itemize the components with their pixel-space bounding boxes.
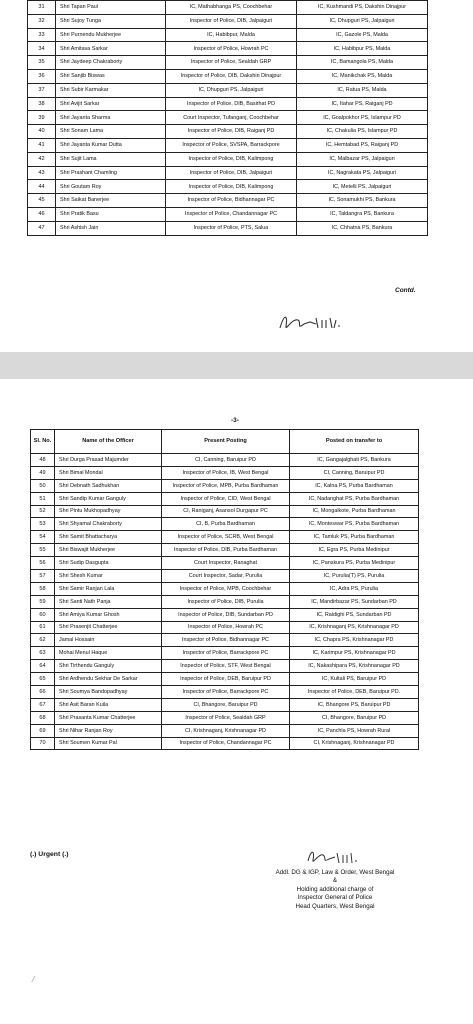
present-posting: Inspector of Police, MPB, Coochbehar xyxy=(162,582,290,595)
transfer-posting: IC, Panskura PS, Purba Medinipur xyxy=(290,557,419,570)
present-posting: Court Inspector, Ranaghat xyxy=(162,557,290,570)
present-posting: Inspector of Police, DIB, Jalpaiguri xyxy=(166,166,297,180)
document-page-2 xyxy=(0,0,473,352)
transfer-posting: IC, Nagrakata PS, Jalpaiguri xyxy=(297,166,428,180)
officer-name: Shri Durga Prasad Majumder xyxy=(55,454,162,467)
serial-number: 70 xyxy=(31,737,55,750)
header-present-posting: Present Posting xyxy=(162,430,290,454)
present-posting: Inspector of Police, DEB, Baruipur PD xyxy=(162,673,290,686)
transfer-table-body xyxy=(28,1,428,236)
serial-number: 37 xyxy=(28,83,56,97)
page-number: -3- xyxy=(231,417,239,424)
serial-number: 33 xyxy=(28,28,56,42)
table-row xyxy=(28,56,428,70)
present-posting: IC, Mathabhanga PS, Coochbehar xyxy=(166,1,297,15)
table-row xyxy=(31,505,419,518)
present-posting: Inspector of Police, STF, West Bengal xyxy=(162,660,290,673)
present-posting: Inspector of Police, DIB, Jalpaiguri xyxy=(166,14,297,28)
present-posting: Inspector of Police, Sealdah GRP xyxy=(162,711,290,724)
officer-name: Shri Bimal Mondal xyxy=(55,466,162,479)
officer-name: Shri Prashant Chamling xyxy=(56,166,166,180)
table-row xyxy=(31,454,419,467)
present-posting: Inspector of Police, Chandannagar PC xyxy=(162,737,290,750)
present-posting: CI, Raniganj, Asansol Durgapur PC xyxy=(162,505,290,518)
transfer-table-continued xyxy=(27,0,428,236)
officer-name: Shri Tapan Paul xyxy=(56,1,166,15)
table-row xyxy=(31,557,419,570)
present-posting: Inspector of Police, DIB, Kalimpong xyxy=(166,180,297,194)
table-row xyxy=(28,138,428,152)
serial-number: 40 xyxy=(28,125,56,139)
present-posting: Court Inspector, Sadar, Purulia xyxy=(162,570,290,583)
transfer-posting: IC, Goalpokhor PS, Islampur PD xyxy=(297,111,428,125)
officer-name: Shri Debnath Sadhukhan xyxy=(55,479,162,492)
transfer-posting: IC, Chapra PS, Krishnanagar PD xyxy=(290,634,419,647)
table-row xyxy=(28,166,428,180)
transfer-posting: IC, Mandirbazar PS, Sundarban PD xyxy=(290,595,419,608)
officer-name: Shri Tirthendu Ganguly xyxy=(55,660,162,673)
present-posting: Inspector of Police, Sealdah GRP xyxy=(166,56,297,70)
corner-mark: ⁄ xyxy=(33,975,35,984)
serial-number: 52 xyxy=(31,505,55,518)
serial-number: 65 xyxy=(31,673,55,686)
officer-name: Shri Ashish Jain xyxy=(56,221,166,235)
present-posting: Inspector of Police, DIB, Kalimpong xyxy=(166,152,297,166)
document-page-3 xyxy=(0,379,473,1024)
transfer-posting: IC, Itahar PS, Raiganj PD xyxy=(297,97,428,111)
present-posting: Inspector of Police, DIB, Purba Bardhaman xyxy=(162,544,290,557)
officer-name: Shri Samir Ranjan Lala xyxy=(55,582,162,595)
transfer-posting: IC, Adra PS, Purulia xyxy=(290,582,419,595)
officer-name: Shri Soumen Kumar Pal xyxy=(55,737,162,750)
officer-name: Shri Subir Karmakar xyxy=(56,83,166,97)
transfer-posting: IC, Karimpur PS, Krishnanagar PD xyxy=(290,647,419,660)
serial-number: 66 xyxy=(31,686,55,699)
transfer-posting: IC, Mongalkote, Purba Bardhaman xyxy=(290,505,419,518)
present-posting: Inspector of Police, Howrah PC xyxy=(162,621,290,634)
officer-name: Shri Jayanta Kumar Dutta xyxy=(56,138,166,152)
transfer-posting: IC, Metelli PS, Jalpaiguri xyxy=(297,180,428,194)
handwritten-signature xyxy=(305,847,365,867)
officer-name: Shri Saikat Banerjee xyxy=(56,194,166,208)
serial-number: 51 xyxy=(31,492,55,505)
transfer-posting: IC, Bhangore PS, Baruipur PD xyxy=(290,698,419,711)
serial-number: 59 xyxy=(31,595,55,608)
table-row xyxy=(31,595,419,608)
table-header-row xyxy=(31,430,419,454)
table-row xyxy=(31,479,419,492)
serial-number: 58 xyxy=(31,582,55,595)
present-posting: CI, Bhangore, Baruipur PD xyxy=(162,698,290,711)
transfer-posting: IC, Monteswar PS, Purba Bardhaman xyxy=(290,518,419,531)
table-row xyxy=(31,737,419,750)
present-posting: CI, Krishnaganj, Krishnanagar PD xyxy=(162,724,290,737)
present-posting: Inspector of Police, Bidhannagar PC xyxy=(166,194,297,208)
transfer-posting: IC, Kalna PS, Purba Bardhaman xyxy=(290,479,419,492)
table-row xyxy=(31,492,419,505)
present-posting: Inspector of Police, DIB, Sundarban PD xyxy=(162,608,290,621)
transfer-table-body xyxy=(31,454,419,750)
table-row xyxy=(31,686,419,699)
serial-number: 55 xyxy=(31,544,55,557)
table-row xyxy=(28,111,428,125)
transfer-posting: IC, Sonamukhi PS, Bankura xyxy=(297,194,428,208)
serial-number: 36 xyxy=(28,69,56,83)
header-officer-name: Name of the Officer xyxy=(55,430,162,454)
serial-number: 67 xyxy=(31,698,55,711)
present-posting: Inspector of Police, Howrah PC xyxy=(166,42,297,56)
officer-name: Shri Sonam Lama xyxy=(56,125,166,139)
present-posting: Court Inspector, Tufanganj, Coochbehar xyxy=(166,111,297,125)
present-posting: Inspector of Police, DIB, Purulia xyxy=(162,595,290,608)
present-posting: Inspector of Police, DIB, Basirhat PD xyxy=(166,97,297,111)
present-posting: Inspector of Police, IB, West Bengal xyxy=(162,466,290,479)
present-posting: Inspector of Police, PTS, Salua xyxy=(166,221,297,235)
urgent-note: (.) Urgent (.) xyxy=(30,851,69,858)
table-row xyxy=(28,221,428,235)
table-row xyxy=(28,152,428,166)
signatory-line: Addl. DG & IGP, Law & Order, West Bengal xyxy=(275,869,395,876)
table-row xyxy=(31,621,419,634)
officer-name: Shri Amiya Kumar Ghosh xyxy=(55,608,162,621)
serial-number: 42 xyxy=(28,152,56,166)
officer-name: Shri Shyamal Chakraborty xyxy=(55,518,162,531)
table-row xyxy=(28,42,428,56)
serial-number: 64 xyxy=(31,660,55,673)
officer-name: Shri Jayanta Sharma xyxy=(56,111,166,125)
serial-number: 45 xyxy=(28,194,56,208)
table-row xyxy=(31,531,419,544)
transfer-posting: IC, Panchla PS, Howrah Rural xyxy=(290,724,419,737)
table-row xyxy=(31,608,419,621)
serial-number: 69 xyxy=(31,724,55,737)
officer-name: Shri Sanjib Biswas xyxy=(56,69,166,83)
table-row xyxy=(31,647,419,660)
signatory-line: Head Quarters, West Bengal xyxy=(295,902,375,910)
officer-name: Shri Sudip Dasgupta xyxy=(55,557,162,570)
table-row xyxy=(31,570,419,583)
transfer-posting: IC, Gazole PS, Malda xyxy=(297,28,428,42)
table-row xyxy=(28,207,428,221)
transfer-posting: IC, Manikchak PS, Malda xyxy=(297,69,428,83)
officer-name: Shri Shesh Kumar xyxy=(55,570,162,583)
transfer-posting: IC, Gangajalghati PS, Bankura xyxy=(290,454,419,467)
header-sl-no: Sl. No. xyxy=(31,430,55,454)
officer-name: Jamal Hossain xyxy=(55,634,162,647)
transfer-posting: IC, Raidighi PS, Sundarban PD xyxy=(290,608,419,621)
officer-name: Mohai Menul Haque xyxy=(55,647,162,660)
transfer-posting: IC, Chhatna PS, Bankura xyxy=(297,221,428,235)
present-posting: Inspector of Police, Barrackpore PC xyxy=(162,686,290,699)
present-posting: Inspector of Police, SCRB, West Bengal xyxy=(162,531,290,544)
handwritten-signature xyxy=(276,310,356,336)
present-posting: Inspector of Police, DIB, Raiganj PD xyxy=(166,125,297,139)
transfer-posting: IC, Kultali PS, Baruipur PD xyxy=(290,673,419,686)
transfer-posting: IC, Chakulia PS, Islampur PD xyxy=(297,125,428,139)
officer-name: Shri Prasanta Kumar Chatterjee xyxy=(55,711,162,724)
header-posted-on-transfer: Posted on transfer to xyxy=(290,430,419,454)
serial-number: 35 xyxy=(28,56,56,70)
table-row xyxy=(31,544,419,557)
transfer-table xyxy=(30,429,419,750)
serial-number: 50 xyxy=(31,479,55,492)
transfer-posting: IC, Bamangola PS, Malda xyxy=(297,56,428,70)
present-posting: CI, Canning, Baruipur PD xyxy=(162,454,290,467)
table-row xyxy=(28,180,428,194)
transfer-posting: IC, Malbazar PS, Jalpaiguri xyxy=(297,152,428,166)
signatory-line: Holding additional charge of xyxy=(296,885,374,893)
officer-name: Shri Avijit Sarkar xyxy=(56,97,166,111)
table-row xyxy=(28,97,428,111)
serial-number: 57 xyxy=(31,570,55,583)
serial-number: 48 xyxy=(31,454,55,467)
officer-name: Shri Amitava Sarkar xyxy=(56,42,166,56)
officer-name: Shri Prasenjit Chatterjee xyxy=(55,621,162,634)
table-row xyxy=(31,660,419,673)
present-posting: IC, Habibpur, Malda xyxy=(166,28,297,42)
officer-name: Shri Soumya Bandopadhyay xyxy=(55,686,162,699)
serial-number: 68 xyxy=(31,711,55,724)
table-row xyxy=(31,698,419,711)
present-posting: IC, Dhupguri PS, Jalpaiguri xyxy=(166,83,297,97)
serial-number: 63 xyxy=(31,647,55,660)
serial-number: 53 xyxy=(31,518,55,531)
officer-name: Shri Samit Bhattacharya xyxy=(55,531,162,544)
officer-name: Shri Goutam Roy xyxy=(56,180,166,194)
transfer-posting: CI, Bhangore, Baruipur PD xyxy=(290,711,419,724)
serial-number: 56 xyxy=(31,557,55,570)
serial-number: 54 xyxy=(31,531,55,544)
transfer-posting: IC, Kushmandi PS, Dakshin Dinajpur xyxy=(297,1,428,15)
serial-number: 62 xyxy=(31,634,55,647)
officer-name: Shri Asit Baran Kuila xyxy=(55,698,162,711)
present-posting: Inspector of Police, SVSPA, Barrackpore xyxy=(166,138,297,152)
serial-number: 39 xyxy=(28,111,56,125)
transfer-posting: Inspector of Police, DEB, Baruipur PD. xyxy=(290,686,419,699)
table-row xyxy=(31,724,419,737)
table-row xyxy=(31,711,419,724)
table-row xyxy=(28,14,428,28)
transfer-posting: IC, Egra PS, Purba Medinipur xyxy=(290,544,419,557)
table-row xyxy=(28,1,428,15)
serial-number: 34 xyxy=(28,42,56,56)
officer-name: Shri Sujit Lama xyxy=(56,152,166,166)
present-posting: Inspector of Police, CID, West Bengal xyxy=(162,492,290,505)
transfer-posting: IC, Ratua PS, Malda xyxy=(297,83,428,97)
signatory-line: & xyxy=(332,877,338,885)
transfer-posting: IC, Taldangra PS, Bankura xyxy=(297,207,428,221)
officer-name: Shri Ardhendu Sekhar De Sarkar xyxy=(55,673,162,686)
serial-number: 60 xyxy=(31,608,55,621)
serial-number: 47 xyxy=(28,221,56,235)
transfer-posting: CI, Canning, Baruipur PD xyxy=(290,466,419,479)
officer-name: Shri Sandip Kumar Ganguly xyxy=(55,492,162,505)
serial-number: 43 xyxy=(28,166,56,180)
table-row xyxy=(31,634,419,647)
table-row xyxy=(31,673,419,686)
officer-name: Shri Pintu Mukhopadhyay xyxy=(55,505,162,518)
officer-name: Shri Sujoy Tunga xyxy=(56,14,166,28)
serial-number: 61 xyxy=(31,621,55,634)
transfer-posting: IC, Habibpur PS, Malda xyxy=(297,42,428,56)
serial-number: 32 xyxy=(28,14,56,28)
present-posting: Inspector of Police, MPB, Purba Bardhaman xyxy=(162,479,290,492)
serial-number: 46 xyxy=(28,207,56,221)
present-posting: CI, B, Purba Bardhaman xyxy=(162,518,290,531)
officer-name: Shri Purnendu Mukherjee xyxy=(56,28,166,42)
signatory-line: Inspector General of Police xyxy=(297,894,373,902)
serial-number: 44 xyxy=(28,180,56,194)
table-row xyxy=(28,83,428,97)
signatory-block xyxy=(255,869,415,911)
transfer-posting: IC, Purulia(T) PS, Purulia xyxy=(290,570,419,583)
officer-name: Shri Santi Nath Panja xyxy=(55,595,162,608)
serial-number: 38 xyxy=(28,97,56,111)
present-posting: Inspector of Police, DIB, Dakshin Dinajpur xyxy=(166,69,297,83)
transfer-posting: CI, Krishnaganj, Krishnanagar PD xyxy=(290,737,419,750)
present-posting: Inspector of Police, Bidhannagar PC xyxy=(162,634,290,647)
present-posting: Inspector of Police, Barrackpore PC xyxy=(162,647,290,660)
transfer-posting: IC, Tamluk PS, Purba Bardhaman xyxy=(290,531,419,544)
table-row xyxy=(28,125,428,139)
table-row xyxy=(28,28,428,42)
officer-name: Shri Biswajit Mukherjee xyxy=(55,544,162,557)
serial-number: 31 xyxy=(28,1,56,15)
table-row xyxy=(28,69,428,83)
table-row xyxy=(28,194,428,208)
continued-label: Contd. xyxy=(395,287,416,294)
transfer-posting: IC, Nadanghat PS, Purba Bardhaman xyxy=(290,492,419,505)
serial-number: 49 xyxy=(31,466,55,479)
transfer-posting: IC, Dhupguri PS, Jalpaiguri xyxy=(297,14,428,28)
present-posting: Inspector of Police, Chandannagar PC xyxy=(166,207,297,221)
officer-name: Shri Jaydeep Chakraborty xyxy=(56,56,166,70)
transfer-posting: IC, Nakashipara PS, Krishnanagar PD xyxy=(290,660,419,673)
table-row xyxy=(31,518,419,531)
serial-number: 41 xyxy=(28,138,56,152)
officer-name: Shri Pratik Basu xyxy=(56,207,166,221)
transfer-posting: IC, Krishnaganj PS, Krishnanagar PD xyxy=(290,621,419,634)
table-row xyxy=(31,582,419,595)
table-row xyxy=(31,466,419,479)
officer-name: Shri Nihar Ranjan Roy xyxy=(55,724,162,737)
transfer-posting: IC, Hemtabad PS, Raiganj PD xyxy=(297,138,428,152)
